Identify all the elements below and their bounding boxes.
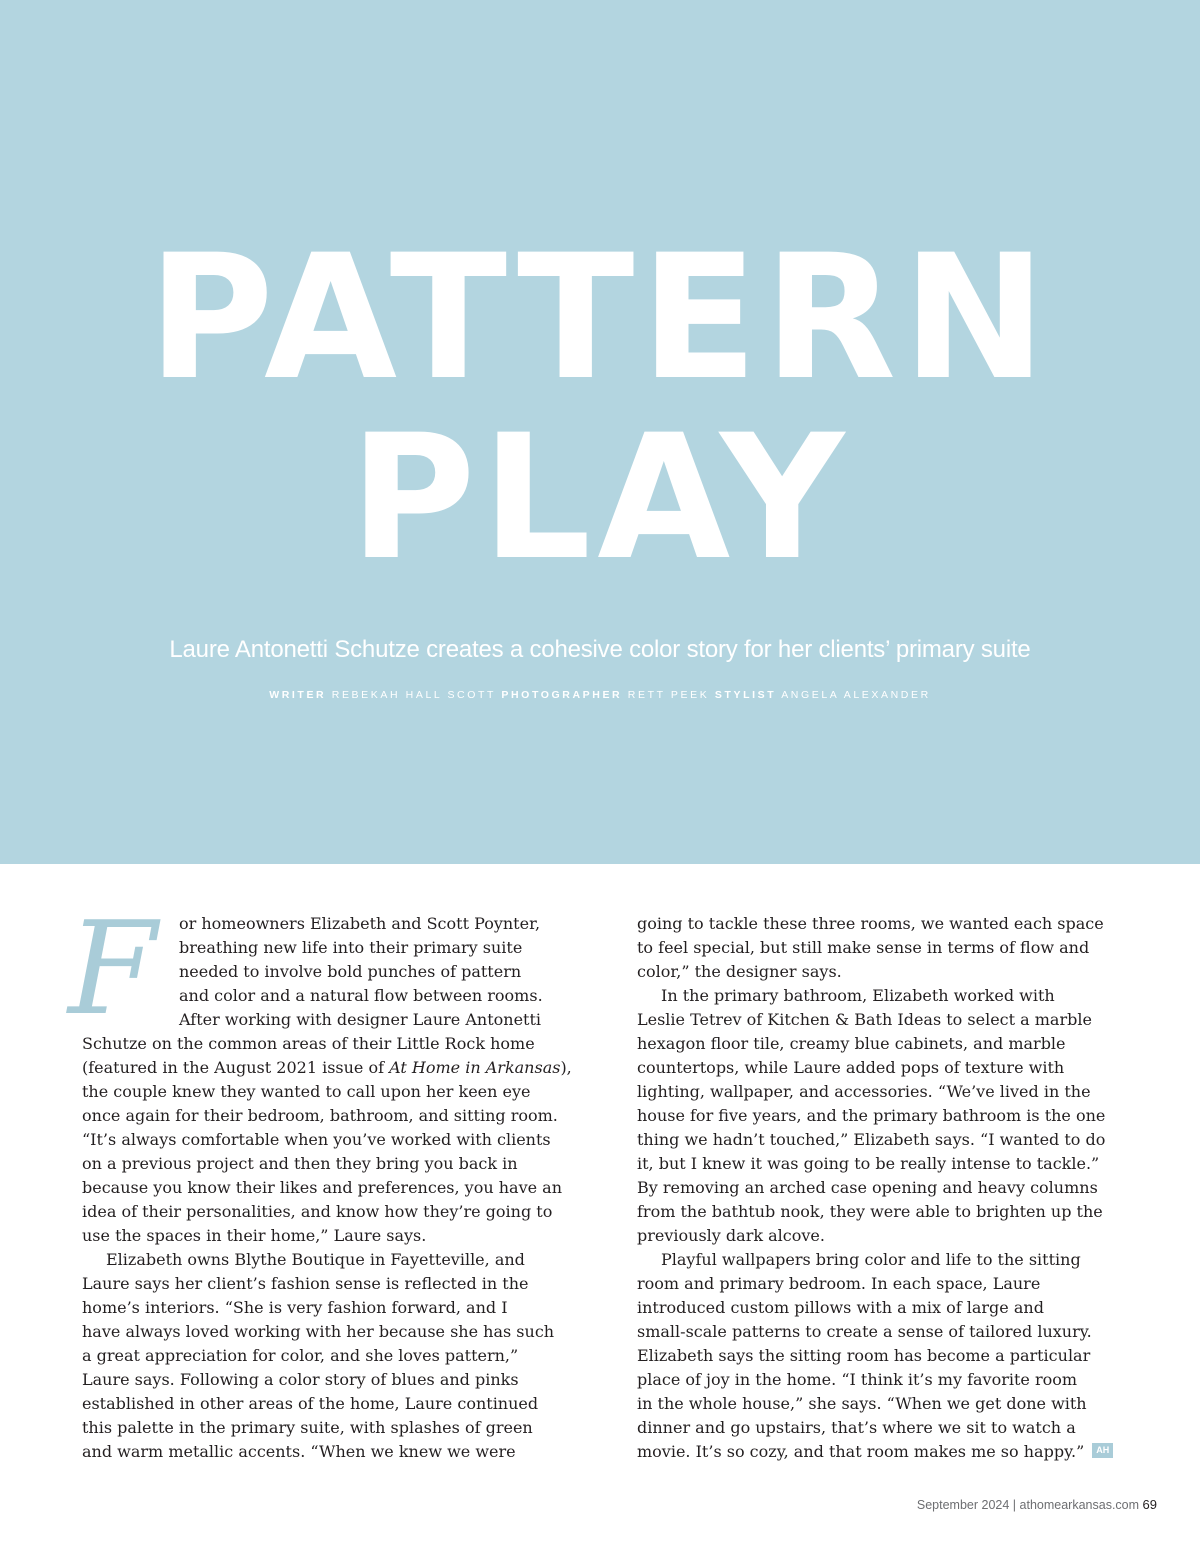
text-run: ), [560,1058,572,1077]
text-line: Elizabeth says the sitting room has become a particular [637,1346,1091,1365]
text-line: established in other areas of the home, Laure continued [82,1394,539,1413]
text-line: Playful wallpapers bring color and life to the sitting [661,1250,1081,1269]
text-line: In the primary bathroom, Elizabeth worked with [661,986,1055,1005]
writer-label: WRITER [269,689,327,701]
text-run: movie. It’s so cozy, and that room makes me so happy.” [637,1442,1085,1461]
text-line: small-scale patterns to create a sense of tailored luxury. [637,1322,1092,1341]
page-footer [917,1497,1157,1512]
body-column-right [637,912,1127,1464]
text-line: thing we hadn’t touched,” Elizabeth says. “I wanted to do [637,1130,1106,1149]
text-line: idea of their personalities, and know how they’re going to [82,1202,553,1221]
text-line: hexagon floor tile, creamy blue cabinets, and marble [637,1034,1066,1053]
text-line: “It’s always comfortable when you’ve worked with clients [82,1130,551,1149]
text-line: home’s interiors. “She is very fashion forward, and I [82,1298,508,1317]
body-column-left [68,895,574,1464]
footer-separator: | [1012,1498,1017,1512]
text-line: By removing an arched case opening and heavy columns [637,1178,1098,1197]
drop-cap: F [68,895,157,1044]
text-line: because you know their likes and preferences, you have an [82,1178,563,1197]
text-line: needed to involve bold punches of pattern [179,962,522,981]
text-line: a great appreciation for color, and she loves pattern,” [82,1346,519,1365]
dek: Laure Antonetti Schutze creates a cohesive color story for her clients’ primary suite [169,636,1031,663]
text-line: and warm metallic accents. “When we knew we were [82,1442,516,1461]
text-line: After working with designer Laure Antonetti [179,1010,542,1029]
headline-line-2: PLAY [349,397,851,598]
writer-name: REBEKAH HALL SCOTT [331,689,496,701]
photographer-label: PHOTOGRAPHER [501,689,623,701]
text-line: countertops, while Laure added pops of texture with [637,1058,1065,1077]
text-line: going to tackle these three rooms, we wanted each space [637,914,1104,933]
photographer-name: RETT PEEK [627,689,710,701]
text-line: in the whole house,” she says. “When we get done with [637,1394,1087,1413]
end-mark: AH [1092,1443,1113,1458]
text-run: (featured in the August 2021 issue of [82,1058,390,1077]
text-line: previously dark alcove. [637,1226,825,1245]
text-line: it, but I knew it was going to be really intense to tackle.” [637,1154,1100,1173]
headline-line-1: PATTERN [147,217,1053,418]
text-line: Schutze on the common areas of their Little Rock home [82,1034,535,1053]
text-line [82,1056,574,1080]
text-line: lighting, wallpaper, and accessories. “We’ve lived in the [637,1082,1091,1101]
website: athomearkansas.com [1019,1498,1140,1512]
text-line: Elizabeth owns Blythe Boutique in Fayetteville, and [106,1250,525,1269]
text-line: introduced custom pillows with a mix of large and [637,1298,1044,1317]
text-line: this palette in the primary suite, with splashes of green [82,1418,533,1437]
text-line: color,” the designer says. [637,962,842,981]
text-line: have always loved working with her because she has such [82,1322,555,1341]
text-line: and color and a natural flow between rooms. [179,986,543,1005]
page-number: 69 [1142,1497,1157,1512]
text-line: room and primary bedroom. In each space, Laure [637,1274,1041,1293]
text-line: house for five years, and the primary bathroom is the one [637,1106,1106,1125]
text-line: breathing new life into their primary suite [179,938,523,957]
text-line: dinner and go upstairs, that’s where we sit to watch a [637,1418,1076,1437]
credits-line [0,689,1200,701]
text-line: on a previous project and then they bring you back in [82,1154,518,1173]
issue-date: September 2024 [916,1498,1010,1512]
text-line: or homeowners Elizabeth and Scott Poynter, [179,914,541,933]
text-line [637,1440,1127,1464]
text-line: place of joy in the home. “I think it’s my favorite room [637,1370,1078,1389]
text-line: once again for their bedroom, bathroom, and sitting room. [82,1106,558,1125]
stylist-name: ANGELA ALEXANDER [781,689,931,701]
text-line: to feel special, but still make sense in terms of flow and [637,938,1090,957]
text-line: Leslie Tetrev of Kitchen & Bath Ideas to select a marble [637,1010,1092,1029]
text-line: the couple knew they wanted to call upon her keen eye [82,1082,531,1101]
text-line: use the spaces in their home,” Laure says. [82,1226,427,1245]
text-line: from the bathtub nook, they were able to brighten up the [637,1202,1103,1221]
magazine-title: At Home in Arkansas [389,1058,561,1077]
stylist-label: STYLIST [714,689,777,701]
text-line: Laure says. Following a color story of blues and pinks [82,1370,519,1389]
text-line: Laure says her client’s fashion sense is reflected in the [82,1274,529,1293]
